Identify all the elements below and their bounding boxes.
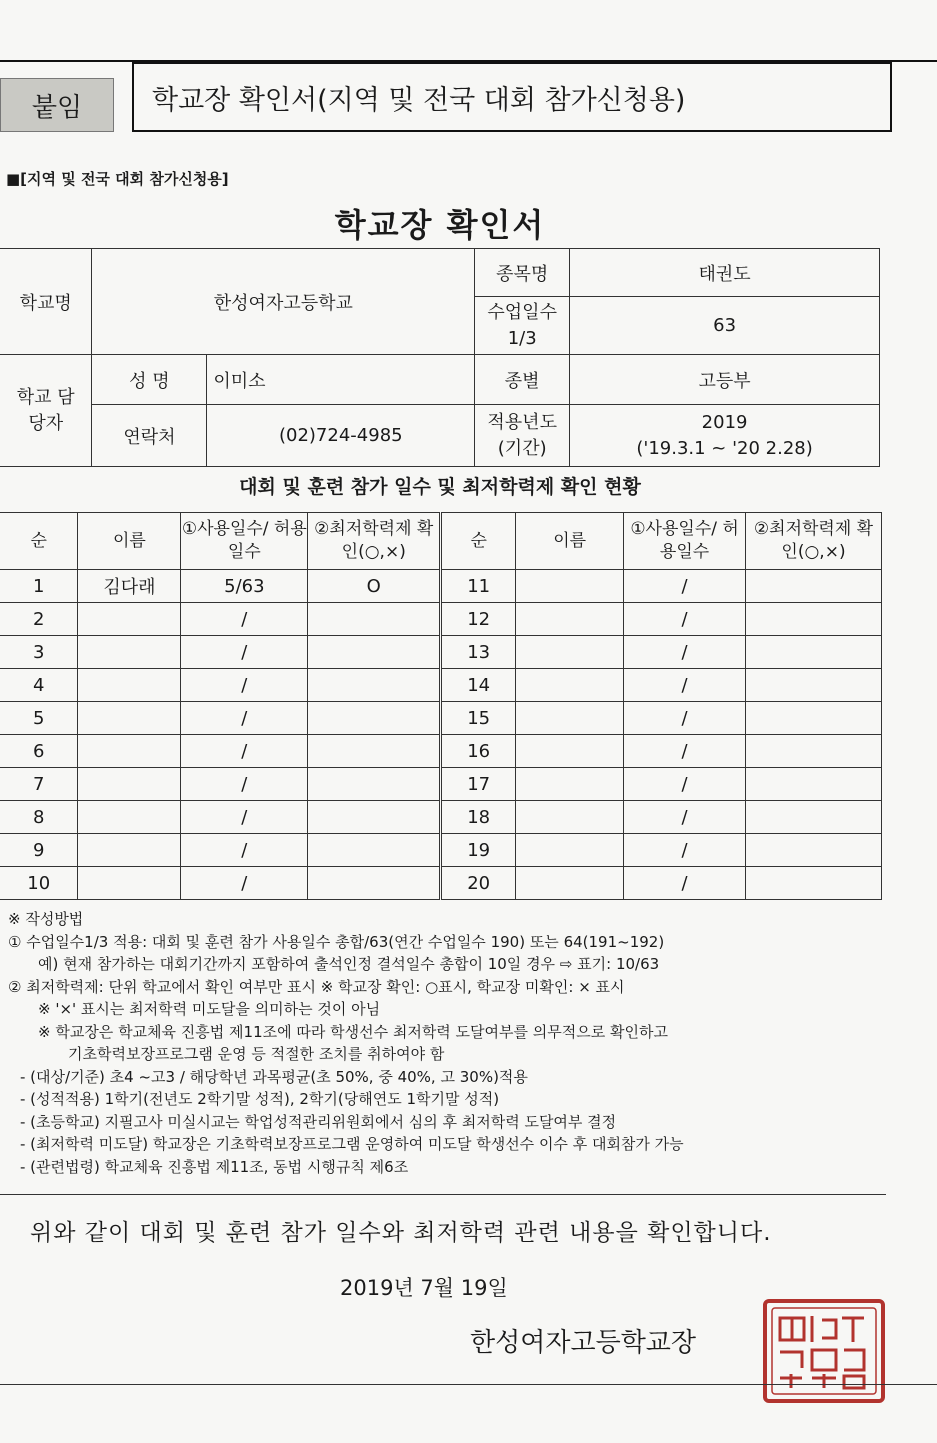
category-value: 고등부 [570, 355, 880, 405]
cell-no: 17 [441, 768, 516, 801]
attachment-tag: 붙임 [0, 78, 114, 132]
cell-no: 5 [0, 702, 78, 735]
cell-check [746, 570, 882, 603]
cell-days: / [624, 669, 746, 702]
cell-no: 19 [441, 834, 516, 867]
school-days-label: 수업일수 1/3 [475, 297, 570, 355]
table-row [0, 669, 882, 702]
cell-name [78, 669, 181, 702]
table-body [0, 570, 882, 900]
cell-check [308, 735, 441, 768]
table-row [0, 801, 882, 834]
cell-name [516, 603, 624, 636]
cell-name [516, 702, 624, 735]
cell-days: / [624, 735, 746, 768]
cell-name [78, 636, 181, 669]
table-row [0, 603, 882, 636]
instructions [8, 908, 908, 1178]
col-check-header: ②최저학력제 확인(○,×) [746, 513, 882, 570]
note-item: - (최저학력 미도달) 학교장은 기초학력보장프로그램 운영하여 미도달 학생선수 이수 후 대회참가 가능 [20, 1135, 684, 1153]
table-row [0, 735, 882, 768]
cell-no: 2 [0, 603, 78, 636]
year-value: 2019 [701, 411, 748, 433]
confirm-text: 위와 같이 대회 및 훈련 참가 일수와 최저학력 관련 내용을 확인합니다. [30, 1220, 772, 1246]
notes-heading: ※ 작성방법 [8, 910, 84, 928]
principal-seal [762, 1298, 886, 1404]
cell-check: O [308, 570, 441, 603]
header-title: 학교장 확인서(지역 및 전국 대회 참가신청용) [132, 62, 892, 132]
cell-check [308, 801, 441, 834]
school-info-table [0, 248, 880, 467]
col-no-header: 순 [0, 513, 78, 570]
col-check-header: ②최저학력제 확인(○,×) [308, 513, 441, 570]
col-name-header: 이름 [78, 513, 181, 570]
cell-no: 8 [0, 801, 78, 834]
table-row [0, 834, 882, 867]
bottom-rule [0, 1384, 937, 1385]
note-item: - (관련법령) 학교체육 진흥법 제11조, 동법 시행규칙 제6조 [20, 1157, 409, 1176]
cell-name [516, 768, 624, 801]
cell-check [308, 834, 441, 867]
cell-name [516, 867, 624, 900]
school-name-value: 한성여자고등학교 [92, 249, 475, 355]
document-title: 학교장 확인서 [334, 206, 546, 244]
table-header-row [0, 513, 882, 570]
cell-check [308, 768, 441, 801]
year-period [570, 405, 880, 467]
school-days-value: 63 [570, 297, 880, 355]
cell-check [746, 702, 882, 735]
cell-no: 1 [0, 570, 78, 603]
cell-check [746, 867, 882, 900]
cell-check [308, 669, 441, 702]
cell-name [78, 735, 181, 768]
cell-no: 11 [441, 570, 516, 603]
cell-days: / [181, 702, 308, 735]
cell-no: 4 [0, 669, 78, 702]
issue-date: 2019년 7월 19일 [340, 1276, 508, 1300]
table-row [0, 702, 882, 735]
cell-no: 14 [441, 669, 516, 702]
note-item: 기초학력보장프로그램 운영 등 적절한 조치를 취하여야 함 [68, 1045, 445, 1063]
school-name-label: 학교명 [0, 249, 92, 355]
participation-table [0, 512, 882, 900]
cell-check [746, 669, 882, 702]
cell-check [308, 636, 441, 669]
cell-days: / [624, 867, 746, 900]
cell-check [746, 735, 882, 768]
cell-no: 15 [441, 702, 516, 735]
cell-name [516, 636, 624, 669]
cell-check [308, 702, 441, 735]
cell-days: / [181, 801, 308, 834]
cell-no: 13 [441, 636, 516, 669]
cell-name [516, 570, 624, 603]
document-header [0, 62, 937, 142]
cell-days: / [181, 669, 308, 702]
table-row [0, 867, 882, 900]
cell-check [308, 603, 441, 636]
year-label: 적용년도 (기간) [475, 405, 570, 467]
cell-days: / [181, 636, 308, 669]
cell-name [78, 603, 181, 636]
cell-name: 김다래 [78, 570, 181, 603]
cell-name [78, 768, 181, 801]
officer-contact-value: (02)724-4985 [207, 405, 475, 467]
cell-check [746, 636, 882, 669]
table-row [0, 636, 882, 669]
cell-name [516, 669, 624, 702]
note-item: 예) 현재 참가하는 대회기간까지 포함하여 출석인정 결석일수 총합이 10일 경우 ⇨ 표기: 10/63 [38, 955, 660, 973]
note-item: - (성적적용) 1학기(전년도 2학기말 성적), 2학기(당해연도 1학기말 성적) [20, 1090, 500, 1108]
cell-check [746, 603, 882, 636]
cell-no: 20 [441, 867, 516, 900]
col-days-header: ①사용일수/ 허용일수 [181, 513, 308, 570]
cell-name [78, 702, 181, 735]
cell-name [516, 834, 624, 867]
officer-contact-label: 연락처 [92, 405, 207, 467]
cell-days: / [624, 570, 746, 603]
cell-days: / [624, 603, 746, 636]
cell-days: / [624, 801, 746, 834]
period-value: ('19.3.1 ~ '20 2.28) [636, 437, 813, 459]
cell-no: 12 [441, 603, 516, 636]
cell-check [746, 834, 882, 867]
note-item: ※ 학교장은 학교체육 진흥법 제11조에 따라 학생선수 최저학력 도달여부를 의무적으로 확인하고 [38, 1022, 668, 1041]
cell-days: / [181, 768, 308, 801]
cell-check [746, 801, 882, 834]
cell-days: / [181, 867, 308, 900]
cell-days: / [181, 603, 308, 636]
note-item: ① 수업일수1/3 적용: 대회 및 훈련 참가 사용일수 총합/63(연간 수업일수 190) 또는 64(191~192) [8, 932, 665, 951]
col-name-header: 이름 [516, 513, 624, 570]
cell-no: 16 [441, 735, 516, 768]
cell-name [78, 834, 181, 867]
col-days-header: ①사용일수/ 허용일수 [624, 513, 746, 570]
cell-no: 10 [0, 867, 78, 900]
note-item: ※ '×' 표시는 최저학력 미도달을 의미하는 것이 아님 [38, 1000, 381, 1018]
cell-days: 5/63 [181, 570, 308, 603]
table-row [0, 570, 882, 603]
divider [0, 1194, 886, 1195]
note-item: - (대상/기준) 초4 ~고3 / 해당학년 과목평균(초 50%, 중 40%, 고 30%)적용 [20, 1067, 528, 1086]
sport-value: 태권도 [570, 249, 880, 297]
cell-check [308, 867, 441, 900]
cell-name [516, 735, 624, 768]
table-row [0, 768, 882, 801]
col-no-header: 순 [441, 513, 516, 570]
officer-name-value: 이미소 [207, 355, 475, 405]
officer-name-label: 성 명 [92, 355, 207, 405]
cell-days: / [181, 834, 308, 867]
cell-days: / [181, 735, 308, 768]
cell-no: 7 [0, 768, 78, 801]
cell-days: / [624, 636, 746, 669]
cell-days: / [624, 834, 746, 867]
subheading: ■[지역 및 전국 대회 참가신청용] [6, 170, 229, 188]
cell-days: / [624, 768, 746, 801]
cell-no: 6 [0, 735, 78, 768]
cell-days: / [624, 702, 746, 735]
cell-name [78, 867, 181, 900]
officer-label: 학교 담당자 [0, 355, 92, 467]
cell-no: 3 [0, 636, 78, 669]
cell-no: 9 [0, 834, 78, 867]
cell-name [516, 801, 624, 834]
sport-label: 종목명 [475, 249, 570, 297]
principal-signature: 한성여자고등학교장 [470, 1328, 697, 1358]
cell-check [746, 768, 882, 801]
cell-name [78, 801, 181, 834]
cell-no: 18 [441, 801, 516, 834]
note-item: - (초등학교) 지필고사 미실시교는 학업성적관리위원회에서 심의 후 최저학력 도달여부 결정 [20, 1112, 617, 1131]
category-label: 종별 [475, 355, 570, 405]
section-title: 대회 및 훈련 참가 일수 및 최저학력제 확인 현황 [239, 476, 641, 498]
note-item: ② 최저학력제: 단위 학교에서 확인 여부만 표시 ※ 학교장 확인: ○표시, 학교장 미확인: × 표시 [8, 977, 625, 996]
